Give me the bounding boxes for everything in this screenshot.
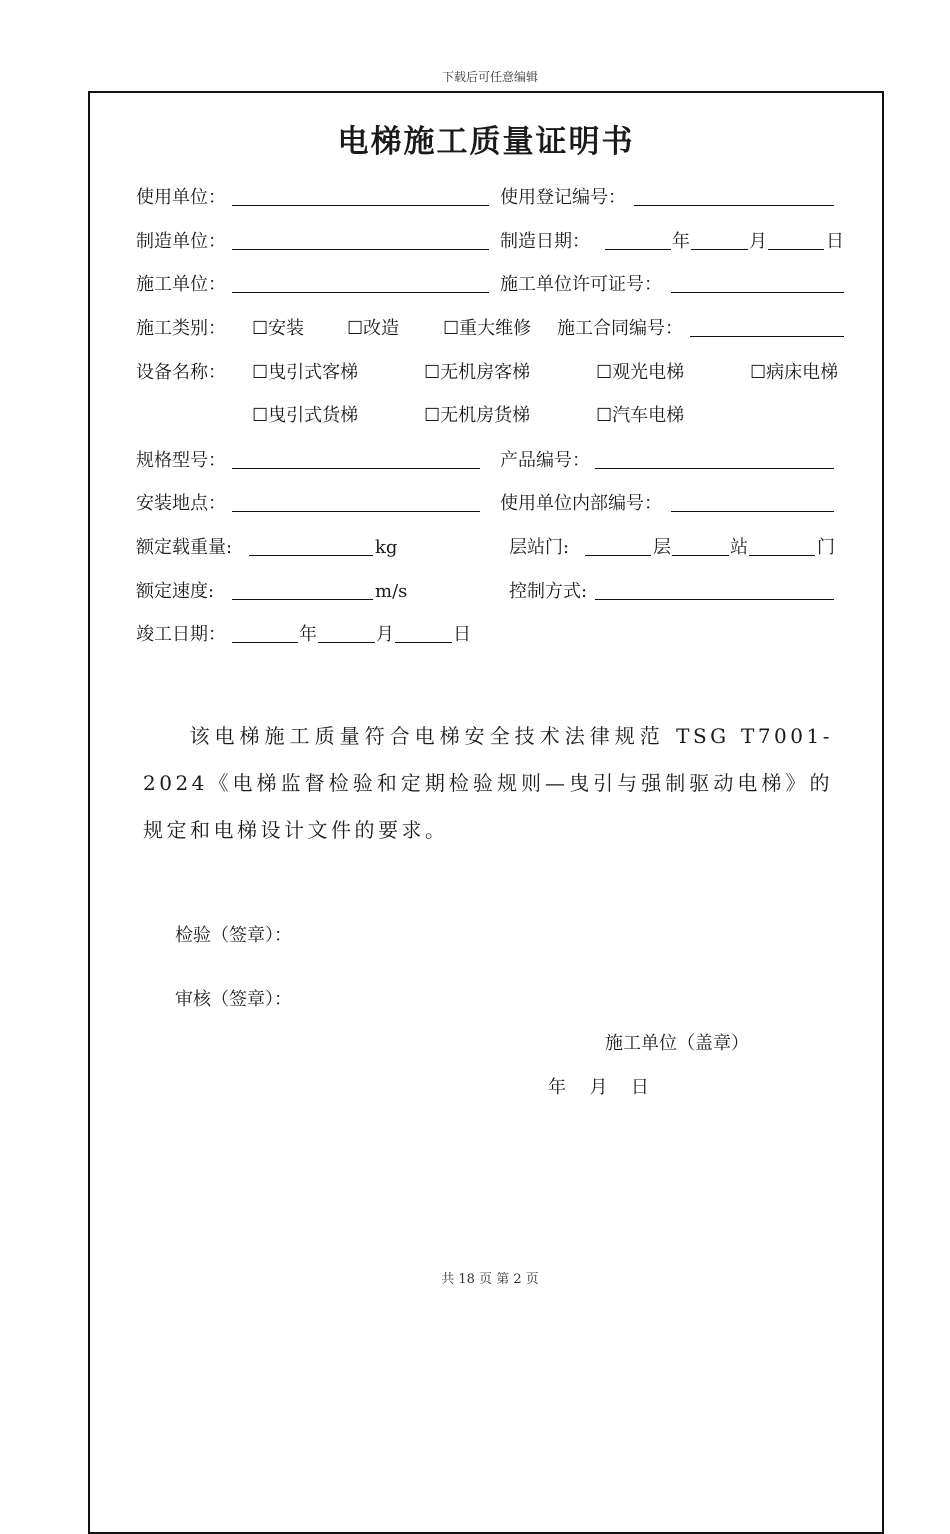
license-label: 施工单位许可证号： bbox=[500, 274, 662, 295]
ms-unit: m/s bbox=[375, 581, 408, 602]
review-signature-label: 审核（签章）： bbox=[175, 989, 292, 1010]
finish-year-field[interactable] bbox=[232, 624, 298, 643]
product-no-label: 产品编号： bbox=[500, 450, 590, 471]
license-field[interactable] bbox=[671, 274, 844, 293]
work-type-install-checkbox[interactable]: ☐安装 bbox=[252, 318, 305, 339]
builder-field[interactable] bbox=[232, 274, 489, 293]
day-unit: 日 bbox=[826, 231, 844, 252]
kg-unit: kg bbox=[375, 537, 398, 558]
header-note: 下载后可任意编辑 bbox=[441, 70, 538, 84]
spec-label: 规格型号： bbox=[136, 450, 226, 471]
equip-traction-passenger-checkbox[interactable]: ☐曳引式客梯 bbox=[252, 362, 359, 383]
page-title: 电梯施工质量证明书 bbox=[337, 124, 635, 160]
page-number: 共 18 页 第 2 页 bbox=[441, 1272, 539, 1287]
finish-month-unit: 月 bbox=[376, 624, 394, 645]
equip-label: 设备名称： bbox=[136, 362, 226, 383]
reg-no-label: 使用登记编号： bbox=[500, 187, 626, 208]
make-day-field[interactable] bbox=[768, 231, 824, 250]
stamp-date-label: 年 月 日 bbox=[548, 1077, 649, 1098]
make-month-field[interactable] bbox=[691, 231, 748, 250]
finish-month-field[interactable] bbox=[318, 624, 375, 643]
equip-traction-freight-checkbox[interactable]: ☐曳引式货梯 bbox=[252, 405, 359, 426]
internal-no-label: 使用单位内部编号： bbox=[500, 493, 662, 514]
site-label: 安装地点： bbox=[136, 493, 226, 514]
make-date-label: 制造日期： bbox=[500, 231, 590, 252]
speed-label: 额定速度: bbox=[136, 581, 215, 602]
load-field[interactable] bbox=[249, 537, 373, 556]
finish-day-unit: 日 bbox=[453, 624, 471, 645]
finish-year-unit: 年 bbox=[299, 624, 317, 645]
control-label: 控制方式: bbox=[509, 581, 588, 602]
equip-observation-checkbox[interactable]: ☐观光电梯 bbox=[596, 362, 685, 383]
doors-field[interactable] bbox=[749, 537, 815, 556]
floors-label: 层站门: bbox=[509, 537, 570, 558]
contract-field[interactable] bbox=[690, 318, 844, 337]
builder-label: 施工单位： bbox=[136, 274, 226, 295]
equip-mrl-freight-checkbox[interactable]: ☐无机房货梯 bbox=[424, 405, 531, 426]
statement-text: 该电梯施工质量符合电梯安全技术法律规范 TSG T7001-2024《电梯监督检验和定期检验规则—曳引与强制驱动电梯》的规定和电梯设计文件的要求。 bbox=[143, 724, 833, 842]
spec-field[interactable] bbox=[232, 450, 480, 469]
user-unit-label: 使用单位： bbox=[136, 187, 226, 208]
work-type-repair-checkbox[interactable]: ☐重大维修 bbox=[443, 318, 532, 339]
reg-no-field[interactable] bbox=[634, 187, 834, 206]
load-label: 额定载重量: bbox=[136, 537, 233, 558]
equip-car-checkbox[interactable]: ☐汽车电梯 bbox=[596, 405, 685, 426]
finish-label: 竣工日期： bbox=[136, 624, 226, 645]
maker-field[interactable] bbox=[232, 231, 489, 250]
equip-mrl-passenger-checkbox[interactable]: ☐无机房客梯 bbox=[424, 362, 531, 383]
construction-stamp-label: 施工单位（盖章） bbox=[605, 1033, 749, 1054]
work-type-label: 施工类别： bbox=[136, 318, 226, 339]
product-no-field[interactable] bbox=[595, 450, 834, 469]
contract-label: 施工合同编号： bbox=[557, 318, 683, 339]
finish-day-field[interactable] bbox=[395, 624, 452, 643]
stops-field[interactable] bbox=[672, 537, 729, 556]
men-unit: 门 bbox=[817, 537, 835, 558]
internal-no-field[interactable] bbox=[671, 493, 834, 512]
control-field[interactable] bbox=[595, 581, 834, 600]
site-field[interactable] bbox=[232, 493, 480, 512]
floors-field[interactable] bbox=[585, 537, 651, 556]
user-unit-field[interactable] bbox=[232, 187, 489, 206]
make-year-field[interactable] bbox=[605, 231, 671, 250]
maker-label: 制造单位： bbox=[136, 231, 226, 252]
inspect-signature-label: 检验（签章）： bbox=[175, 925, 292, 946]
equip-bed-checkbox[interactable]: ☐病床电梯 bbox=[750, 362, 839, 383]
work-type-modify-checkbox[interactable]: ☐改造 bbox=[347, 318, 400, 339]
ceng-unit: 层 bbox=[653, 537, 671, 558]
statement-paragraph bbox=[143, 713, 833, 854]
speed-field[interactable] bbox=[232, 581, 373, 600]
year-unit: 年 bbox=[672, 231, 690, 252]
month-unit: 月 bbox=[749, 231, 767, 252]
zhan-unit: 站 bbox=[730, 537, 748, 558]
